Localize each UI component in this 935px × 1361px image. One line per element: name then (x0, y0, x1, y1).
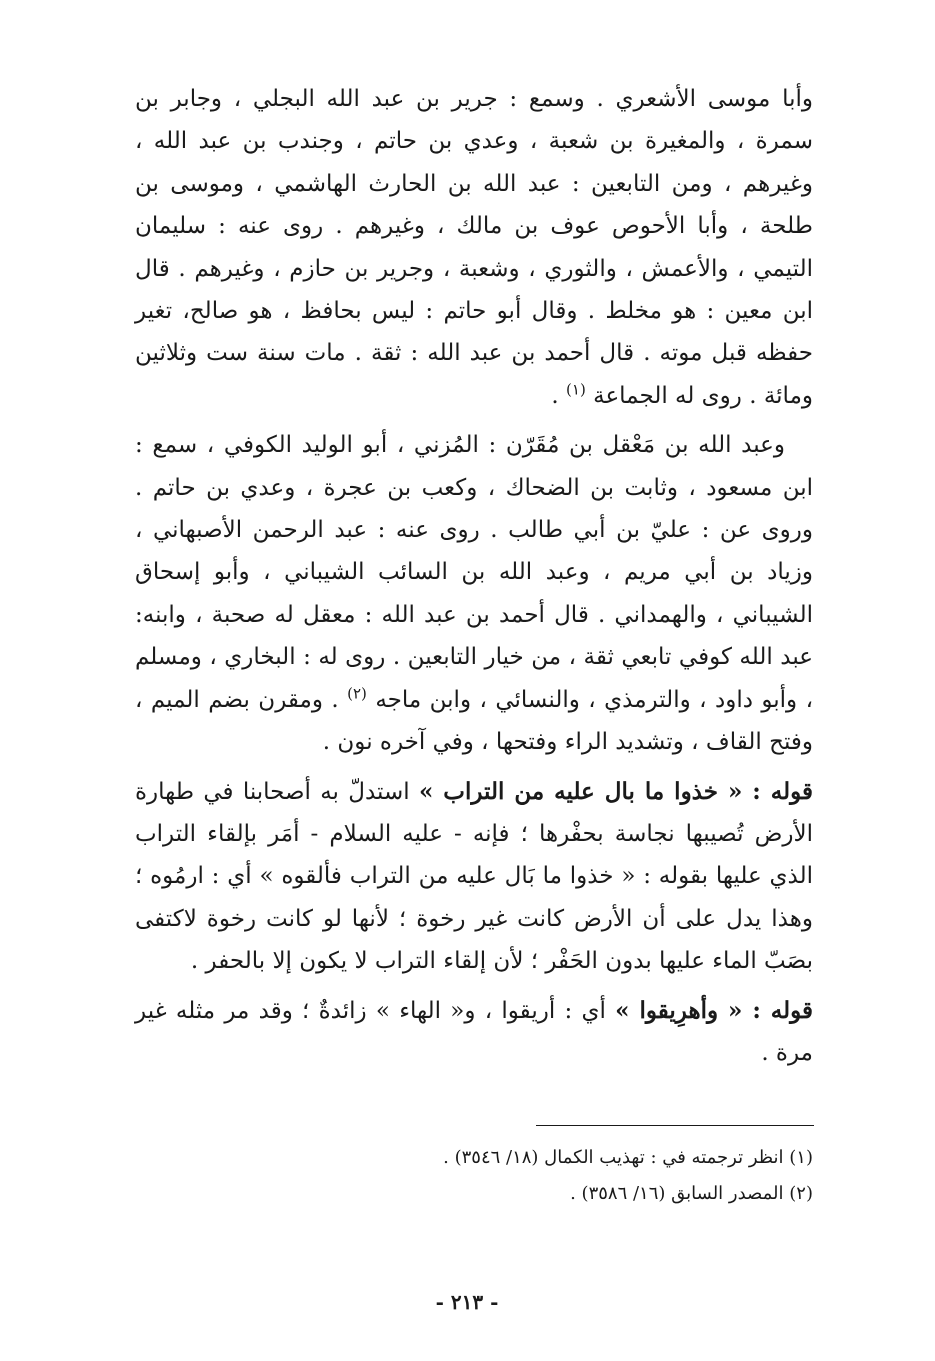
paragraph-1-text: وأبا موسى الأشعري . وسمع : جرير بن عبد الله البجلي ، وجابر بن سمرة ، والمغيرة بن شعبة ، وعدي بن حاتم ، وجندب بن عبد الله ، وغيرهم ، ومن التابعين : عبد الله بن الحارث الهاشمي ، وموسى بن طلحة ، وأبا الأحوص عوف بن مالك ، وغيرهم . روى عنه : سليمان التيمي ، والأعمش ، والثوري ، وشعبة ، وجرير بن حازم ، وغيرهم . قال ابن معين : هو مخلط . وقال أبو حاتم : ليس بحافظ ، هو صالح، تغير حفظه قبل موته . قال أحمد بن عبد الله : ثقة . مات سنة ست وثلاثين ومائة . روى له الجماعة (135, 86, 813, 409)
footnote-ref-1: (١) (566, 380, 586, 399)
footnote-divider (536, 1125, 814, 1126)
paragraph-1 (135, 78, 813, 417)
footnote-1: (١) انظر ترجمته في : تهذيب الكمال (١٨/ ٣٥٤٦) . (443, 1147, 813, 1168)
paragraph-3-lead: قوله : « خذوا ما بال عليه من التراب » (418, 777, 814, 805)
paragraph-2 (135, 424, 813, 763)
main-text (135, 78, 813, 1074)
page-number: - ٢١٣ - (435, 1290, 499, 1314)
paragraph-3 (135, 771, 813, 983)
paragraph-2-text: وعبد الله بن مَعْقل بن مُقَرّن : المُزني ، أبو الوليد الكوفي ، سمع : ابن مسعود ، وثابت بن الضحاك ، وكعب بن عجرة ، وعدي بن حاتم . وروى عن : عليّ بن أبي طالب . روى عنه : عبد الرحمن الأصبهاني ، وزياد بن أبي مريم ، وعبد الله بن السائب الشيباني ، وأبو إسحاق الشيباني ، والهمداني . قال أحمد بن عبد الله : معقل له صحبة ، وابنه: عبد الله كوفي تابعي ثقة ، من خيار التابعين . روى له : البخاري ، ومسلم ، وأبو داود ، والترمذي ، والنسائي ، وابن ماجه (135, 432, 814, 713)
paragraph-2-end: . ومقرن بضم الميم ، وفتح القاف ، وتشديد الراء وفتحها ، وفي آخره نون . (135, 686, 813, 756)
footnotes (300, 1140, 813, 1212)
paragraph-3-text: استدلّ به أصحابنا في طهارة الأرض تُصيبها نجاسة بحفْرها ؛ فإنه - عليه السلام - أمَر بإلقاء التراب الذي عليها بقوله : « خذوا ما بَال عليه من التراب فألقوه » أي : ارمُوه ؛ وهذا يدل على أن الأرض كانت غير رخوة ؛ لأنها لو كانت رخوة لاكتفى بصَبّ الماء عليها بدون الحَفْر ؛ لأن إلقاء التراب لا يكون إلا بالحفر . (135, 778, 813, 975)
footnote-2: (٢) المصدر السابق (١٦/ ٣٥٨٦) . (570, 1183, 813, 1204)
paragraph-4 (135, 990, 813, 1075)
paragraph-4-lead: قوله : « وأهرِيقوا » (615, 996, 814, 1024)
footnote-ref-2: (٢) (347, 684, 367, 703)
paragraph-1-end: . (551, 382, 567, 409)
paragraph-4-text: أي : أريقوا ، و« الهاء » زائدةٌ ؛ وقد مر مثله غير مرة . (135, 997, 813, 1066)
